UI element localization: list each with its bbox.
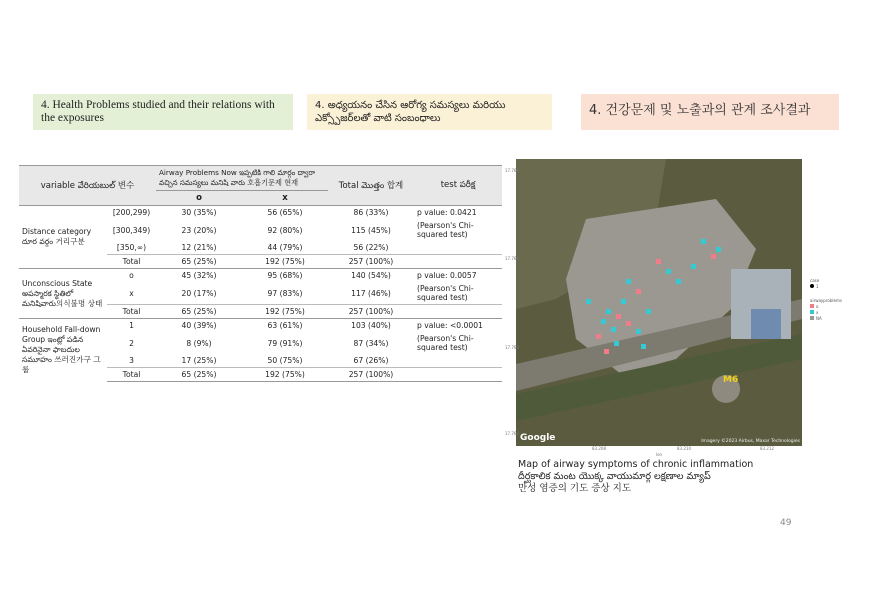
test-cell: (Pearson's Chi-squared test) [417, 221, 474, 239]
marker-cyan [666, 269, 671, 274]
total-cell: 257 (100%) [328, 368, 414, 382]
y-tick: 17.766 [505, 168, 519, 173]
o-cell: 30 (35%) [156, 206, 242, 220]
x-cell: 95 (68%) [242, 269, 328, 283]
variable-header: variable వేరియబుల్ 변수 [19, 166, 156, 206]
y-tick: 17.764 [505, 256, 519, 261]
o-cell: 45 (32%) [156, 269, 242, 283]
total-cell: 140 (54%) [328, 269, 414, 283]
square-icon [810, 304, 814, 308]
group-label: Household Fall-down Group ఇంట్లో పడిన ఏవరినైనా ఫాబదుల సమూహం 쓰러진가구 그룹 [19, 319, 107, 382]
marker-cyan [621, 299, 626, 304]
test-cell [414, 241, 502, 255]
marker-cyan [716, 247, 721, 252]
total-cell: 56 (22%) [353, 243, 389, 252]
o-cell: 23 (20%) [181, 225, 217, 235]
legend-item-o: o [810, 304, 842, 310]
test-cell [414, 305, 502, 319]
marker-pink [636, 289, 641, 294]
x-header: x [242, 191, 328, 206]
square-icon [810, 310, 814, 314]
marker-cyan [611, 327, 616, 332]
test-header: test పరీక్ష [414, 166, 502, 206]
test-cell: p value: 0.0057 [414, 269, 502, 283]
satellite-map [516, 159, 802, 446]
total-cell: 103 (40%) [328, 319, 414, 333]
category-cell: [350,∞) [116, 243, 147, 252]
o-header: o [156, 191, 242, 206]
o-cell: 8 (9%) [186, 338, 212, 348]
category-cell: 2 [129, 338, 134, 348]
legend-item-x: x [810, 310, 842, 316]
marker-cyan [636, 329, 641, 334]
category-cell: Total [107, 368, 156, 382]
caption-telugu: దీర్ఘకాలిక మంట యొక్క వాయుమార్గ లక్షణాల మ్యాప్ [518, 471, 711, 482]
o-cell: 65 (25%) [156, 255, 242, 269]
y-tick: 17.762 [505, 345, 519, 350]
map-legend [810, 278, 842, 322]
x-tick: 83.212 [760, 446, 774, 451]
category-cell: o [107, 269, 156, 283]
marker-cyan [676, 279, 681, 284]
marker-cyan [646, 309, 651, 314]
test-cell: p value: <0.0001 [414, 319, 502, 333]
marker-cyan [601, 319, 606, 324]
x-cell: 97 (83%) [267, 288, 303, 298]
total-cell: 86 (33%) [328, 206, 414, 220]
x-cell: 192 (75%) [242, 368, 328, 382]
marker-pink [604, 349, 609, 354]
table-row [19, 269, 502, 283]
category-cell: 3 [129, 356, 134, 365]
total-header: Total మొత్తం 합계 [328, 166, 414, 206]
category-cell: x [129, 288, 134, 298]
map-caption [518, 459, 753, 495]
x-axis-label: lon [656, 452, 663, 457]
category-cell: Total [107, 305, 156, 319]
test-cell: (Pearson's Chi-squared test) [417, 334, 474, 352]
marker-cyan [586, 299, 591, 304]
marker-cyan [614, 341, 619, 346]
total-cell: 257 (100%) [328, 255, 414, 269]
x-cell: 192 (75%) [242, 305, 328, 319]
o-cell: 65 (25%) [156, 368, 242, 382]
x-cell: 92 (80%) [267, 225, 303, 235]
marker-pink [626, 321, 631, 326]
header-english: 4. Health Problems studied and their relations with the exposures [33, 94, 293, 130]
marker-cyan [606, 309, 611, 314]
group-label: Distance category దూర వర్గం 거리구분 [19, 206, 107, 269]
x-tick: 83.210 [677, 446, 691, 451]
legend-item-case: 1 [810, 284, 842, 290]
industrial-roof [751, 309, 781, 339]
total-cell: 115 (45%) [351, 225, 391, 235]
test-cell: p value: 0.0421 [414, 206, 502, 220]
category-cell: [300,349) [112, 225, 151, 235]
landmark-label: M6 [723, 375, 739, 385]
test-cell [414, 368, 502, 382]
caption-korean: 만성 염증의 기도 증상 지도 [518, 483, 632, 494]
category-cell: 1 [107, 319, 156, 333]
x-tick: 83.208 [592, 446, 606, 451]
x-cell: 44 (79%) [267, 243, 303, 252]
page-number: 49 [780, 518, 792, 528]
results-table [19, 165, 502, 382]
marker-pink [616, 314, 621, 319]
o-cell: 12 (21%) [181, 243, 217, 252]
header-korean: 4. 건강문제 및 노출과의 관계 조사결과 [581, 94, 839, 130]
google-logo: Google [520, 433, 556, 443]
marker-pink [711, 254, 716, 259]
x-cell: 56 (65%) [242, 206, 328, 220]
total-cell: 67 (26%) [353, 356, 389, 365]
legend-title-airway: airwayproblems [810, 298, 842, 303]
x-cell: 79 (91%) [267, 338, 303, 348]
marker-cyan [691, 264, 696, 269]
test-cell [414, 255, 502, 269]
o-cell: 65 (25%) [156, 305, 242, 319]
o-cell: 17 (25%) [181, 356, 217, 365]
o-cell: 40 (39%) [156, 319, 242, 333]
test-cell [414, 354, 502, 368]
caption-english: Map of airway symptoms of chronic inflammation [518, 459, 754, 470]
x-cell: 50 (75%) [267, 356, 303, 365]
legend-title-case: case [810, 278, 820, 283]
map-image [516, 159, 802, 446]
marker-cyan [626, 279, 631, 284]
marker-cyan [641, 344, 646, 349]
test-cell: (Pearson's Chi-squared test) [417, 284, 474, 302]
table-row [19, 319, 502, 333]
airway-header: Airway Problems Now ఇప్పటికి గాలి మార్గం ద్వారా వచ్చిన సమస్యలు మనిషి వారు 호흡기문제 현재 [156, 166, 328, 191]
category-cell: Total [107, 255, 156, 269]
total-cell: 87 (34%) [353, 338, 389, 348]
legend-item-na: NA [810, 316, 842, 322]
total-cell: 117 (46%) [351, 288, 391, 298]
header-telugu: 4. అధ్యయనం చేసిన ఆరోగ్య సమస్యలు మరియు ఎక్స్పోజర్‌లతో వాటి సంబంధాలు [307, 94, 552, 130]
category-cell: [200,299) [107, 206, 156, 220]
square-icon [810, 316, 814, 320]
map-attribution: Imagery ©2023 Airbus, Maxar Technologies [701, 439, 800, 444]
dot-icon [810, 284, 814, 288]
marker-pink [596, 334, 601, 339]
marker-cyan [701, 239, 706, 244]
group-label: Unconscious State అపస్మారక స్థితిలో మనిషివారు의식불명 상태 [19, 269, 107, 319]
o-cell: 20 (17%) [181, 288, 217, 298]
x-cell: 192 (75%) [242, 255, 328, 269]
x-cell: 63 (61%) [242, 319, 328, 333]
table-row [19, 206, 502, 220]
marker-pink [656, 259, 661, 264]
y-tick: 17.760 [505, 431, 519, 436]
total-cell: 257 (100%) [328, 305, 414, 319]
